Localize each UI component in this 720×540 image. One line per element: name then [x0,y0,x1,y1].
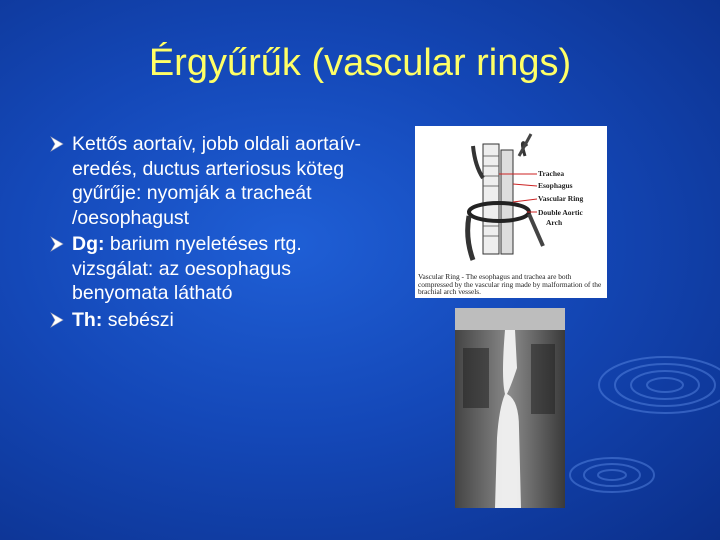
slide-title: Érgyűrűk (vascular rings) [148,42,572,84]
label-trachea: Trachea [538,169,565,178]
bullet-item [50,132,370,230]
barium-swallow-xray-image [455,308,565,508]
vascular-ring-diagram [415,126,607,298]
bullet-text: Kettős aortaív, jobb oldali aortaív-eredés, ductus arteriosus köteg gyűrűje: nyomják a tracheát /oesophagust [72,133,362,229]
label-double-aortic: Double Aortic [538,208,583,217]
arrow-bullet-icon [50,312,64,328]
label-vascular-ring: Vascular Ring [538,194,584,203]
bullet-item [50,308,370,333]
label-esophagus: Esophagus [538,181,573,190]
label-arch: Arch [546,218,563,227]
bullet-list [50,132,370,334]
diagram-caption: Vascular Ring - The esophagus and trachea are both compressed by the vascular ring made by malformation of the brachial arch vessels. [418,272,602,297]
arrow-bullet-icon [50,136,64,152]
bullet-bold-text: Th: [72,308,103,331]
bullet-text: barium nyeletéses rtg. vizsgálat: az oesophagus benyomata látható [72,233,302,304]
arrow-bullet-icon [50,236,64,252]
bullet-bold-text: Dg: [72,233,105,255]
bullet-text: sebészi [102,308,174,331]
bullet-item [50,232,370,306]
anatomy-illustration [415,126,607,272]
